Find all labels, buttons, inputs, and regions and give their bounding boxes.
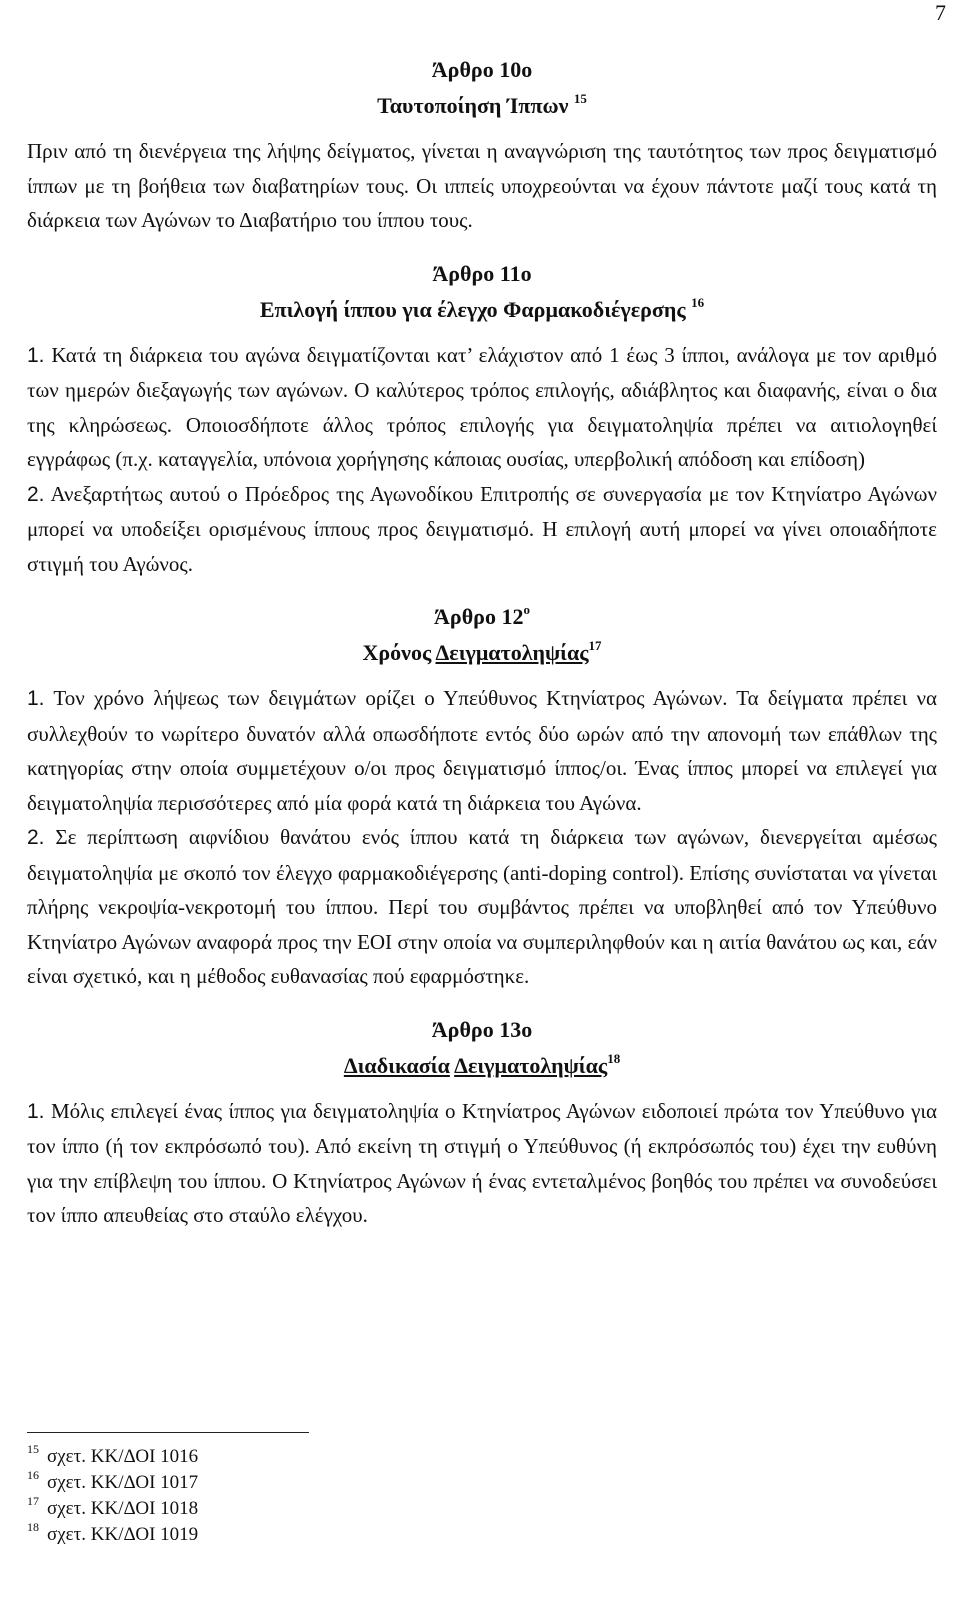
- article-11: [27, 256, 937, 582]
- footnote: [27, 1522, 198, 1548]
- article-title: [27, 292, 937, 328]
- article-title: [27, 1048, 937, 1084]
- article-title-underlined: Διαδικασία: [343, 1052, 450, 1078]
- paragraph-number: 1.: [27, 1099, 45, 1123]
- paragraph: Πριν από τη διενέργεια της λήψης δείγματος, γίνεται η αναγνώριση της ταυτότητος των προς δειγματισμό ίππων με τη βοήθεια των διαβατηρίων τους. Οι ιππείς υποχρεούνται να έχουν πάντοτε μαζί τους κατά τη διάρκεια των Αγώνων το Διαβατήριο του ίππου τους.: [27, 139, 937, 232]
- footnote: [27, 1470, 198, 1496]
- article-heading: Άρθρο 10ο: [431, 57, 533, 82]
- article-title-text: Χρόνος: [362, 640, 436, 665]
- footnote-number: 16: [27, 1468, 39, 1482]
- footnote-number: 18: [27, 1520, 39, 1534]
- numbered-paragraph: [27, 820, 937, 994]
- footnotes: [27, 1444, 198, 1548]
- footnote-number: 15: [27, 1442, 39, 1456]
- footnote-ref: 18: [607, 1050, 621, 1066]
- footnote: [27, 1444, 198, 1470]
- article-heading: [27, 599, 937, 635]
- article-title-text: Επιλογή ίππου για έλεγχο Φαρμακοδιέγερσης: [259, 296, 686, 322]
- article-12: [27, 599, 937, 994]
- article-heading: Άρθρο 11ο: [432, 260, 532, 286]
- article-heading-text: Άρθρο 12: [434, 604, 524, 629]
- paragraph-number: 2.: [27, 482, 45, 506]
- paragraph-text: Ανεξαρτήτως αυτού ο Πρόεδρος της Αγωνοδίκου Επιτροπής σε συνεργασία με τον Κτηνίατρο Αγώνων μπορεί να υποδείξει ορισμένους ίππους προς δειγματισμό. Η επιλογή αυτή μπορεί να γίνει οποιαδήποτε στιγμή του Αγώνος.: [27, 481, 938, 576]
- ordinal-superscript: ο: [523, 602, 530, 617]
- footnote-number: 17: [27, 1494, 39, 1508]
- numbered-paragraph: [27, 1094, 937, 1233]
- article-title: [27, 635, 937, 671]
- article-10: [27, 52, 937, 238]
- footnote-text: σχετ. ΚΚ/ΔΟΙ 1018: [47, 1498, 199, 1519]
- article-title: [27, 88, 937, 124]
- numbered-paragraph: [27, 681, 937, 820]
- footnote-text: σχετ. ΚΚ/ΔΟΙ 1016: [47, 1446, 199, 1467]
- paragraph-number: 1.: [27, 687, 45, 710]
- paragraph-text: Σε περίπτωση αιφνίδιου θανάτου ενός ίππου κατά τη διάρκεια των αγώνων, διενεργείται αμέσως δειγματοληψία με σκοπό τον έλεγχο φαρμακοδιέγερσης (anti-doping control). Επίσης συνίσταται να γίνεται πλήρης νεκροψία-νεκροτομή του ίππου. Περί του συμβάντος πρέπει να υποβληθεί από τον Υπεύθυνο Κτηνίατρο Αγώνων αναφορά προς την ΕΟΙ στην οποία να συμπεριληφθούν και η αιτία θανάτου ως και, εάν είναι σχετικό, και η μέθοδος ευθανασίας πού εφαρμόστηκε.: [27, 825, 937, 988]
- footnote: [27, 1496, 198, 1522]
- footnote-ref: 16: [691, 294, 705, 310]
- article-title-underlined: Δειγματοληψίας: [435, 640, 589, 665]
- numbered-paragraph: [27, 477, 937, 582]
- footnote-text: σχετ. ΚΚ/ΔΟΙ 1019: [47, 1524, 199, 1545]
- footnote-separator: [27, 1432, 309, 1433]
- article-title-underlined: Δειγματοληψίας: [454, 1052, 608, 1078]
- document-body: [27, 52, 937, 1233]
- paragraph-text: Μόλις επιλεγεί ένας ίππος για δειγματοληψία ο Κτηνίατρος Αγώνων ειδοποιεί πρώτα τον Υπεύθυνο για τον ίππο (ή τον εκπρόσωπό του). Από εκείνη τη στιγμή ο Υπεύθυνος (ή εκπρόσωπός του) έχει την ευθύνη για την επίβλεψη του ίππου. Ο Κτηνίατρος Αγώνων ή ένας εντεταλμένος βοηθός του πρέπει να συνοδεύσει τον ίππο απευθείας στο σταύλο ελέγχου.: [27, 1098, 938, 1227]
- numbered-paragraph: [27, 338, 937, 477]
- paragraph-text: Κατά τη διάρκεια του αγώνα δειγματίζονται κατ’ ελάχιστον από 1 έως 3 ίπποι, ανάλογα με τον αριθμό των ημερών διεξαγωγής των αγώνων. Ο καλύτερος τρόπος επιλογής, αδιάβλητος και διαφανής, είναι ο δια της κληρώσεως. Οποιοσδήποτε άλλος τρόπος επιλογής για δειγματοληψία πρέπει να αιτιολογηθεί εγγράφως (π.χ. καταγγελία, υπόνοια χορήγησης κάποιας ουσίας, υπερβολική απόδοση και επίδοση): [27, 342, 937, 471]
- page-number: 7: [935, 0, 946, 25]
- article-heading: Άρθρο 13ο: [431, 1016, 533, 1042]
- paragraph-text: Τον χρόνο λήψεως των δειγμάτων ορίζει ο Υπεύθυνος Κτηνίατρος Αγώνων. Τα δείγματα πρέπει να συλλεχθούν το νωρίτερο δυνατόν αλλά οπωσδήποτε εντός δύο ωρών από την απονομή των επάθλων της κατηγορίας στην οποία συμμετέχουν ο/οι προς δειγματισμό ίππος/οι. Ένας ίππος μπορεί να επιλεγεί για δειγματοληψία περισσότερες από μία φορά κατά τη διάρκεια του Αγώνα.: [27, 686, 937, 815]
- footnote-ref: 15: [573, 91, 587, 106]
- article-13: [27, 1012, 937, 1233]
- footnote-ref: 17: [588, 638, 602, 653]
- paragraph-number: 1.: [27, 343, 45, 367]
- footnote-text: σχετ. ΚΚ/ΔΟΙ 1017: [47, 1472, 199, 1493]
- paragraph-number: 2.: [27, 826, 45, 849]
- article-title-text: Ταυτοποίηση Ίππων: [377, 93, 569, 118]
